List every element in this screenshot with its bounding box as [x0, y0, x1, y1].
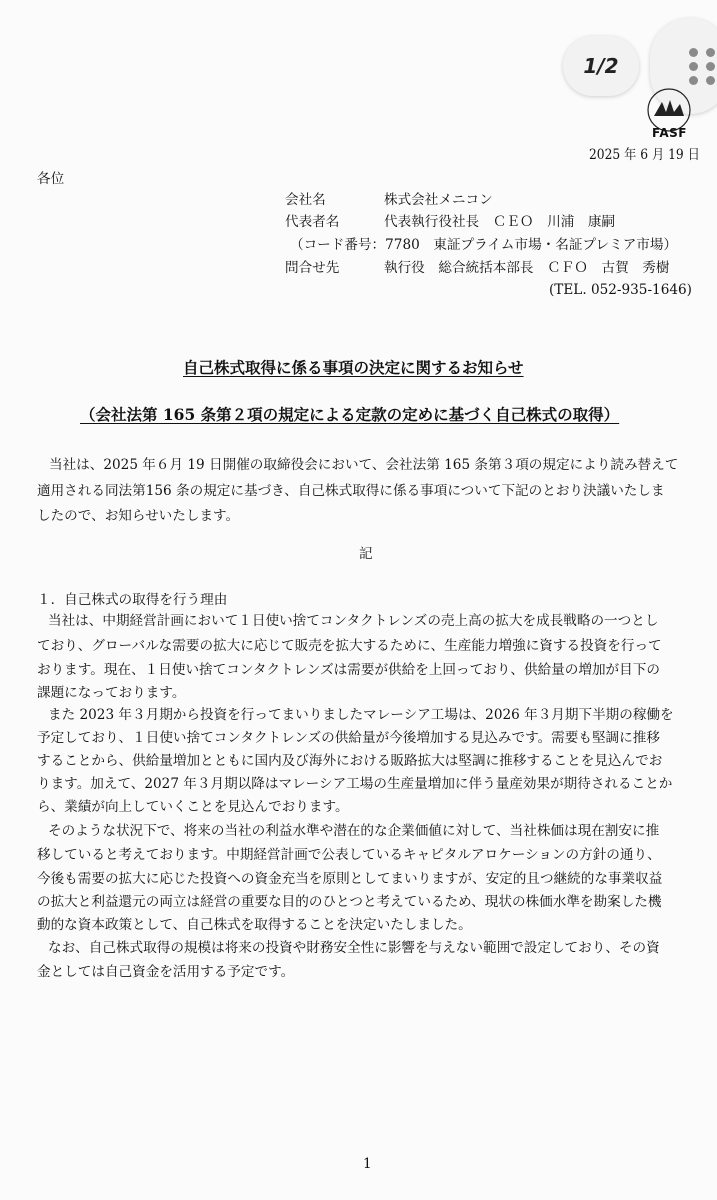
stock-code-line: （コード番号：7780 東証プライム市場・名証プレミア市場） — [290, 237, 678, 253]
contact-label: 問合せ先 — [285, 260, 340, 276]
addressee: 各位 — [37, 171, 65, 187]
section-1-line-11: 移していると考えております。中期経営計画で公表しているキャピタルアロケーションの方針の通り、 — [37, 847, 661, 863]
page-indicator[interactable] — [563, 36, 639, 96]
intro-line-3: したので、お知らせいたします。 — [37, 508, 240, 524]
section-1-line-7: することから、供給量増加とともに国内及び海外における販路拡大は堅調に推移することを見込んでお — [37, 753, 663, 769]
contact-tel: (TEL. 052-935-1646) — [549, 282, 692, 298]
contact-value: 執行役 総合統括本部長 ＣＦＯ 古賀 秀樹 — [384, 260, 670, 276]
section-1-line-4: 課題になっております。 — [37, 685, 186, 701]
section-1-line-9: ら、業績が向上していくことを見込んでおります。 — [37, 799, 349, 815]
section-1-line-3: おります。現在、１日使い捨てコンタクトレンズは需要が供給を上回っており、供給量の増加が目下の — [37, 662, 660, 678]
representative-label: 代表者名 — [285, 214, 340, 230]
section-1-line-13: の拡大と利益還元の両立は経営の重要な目的のひとつと考えているため、現状の株価水準を勘案した機 — [37, 894, 662, 910]
page-number: 1 — [363, 1156, 372, 1172]
intro-line-1: 当社は、2025 年６月 19 日開催の取締役会において、会社法第 165 条第３項の規定により読み替えて — [49, 457, 679, 473]
document-date: 2025 年 6 月 19 日 — [589, 147, 700, 163]
section-1-line-14: 動的な資本政策として、自己株式を取得することを決定いたしました。 — [37, 917, 472, 933]
representative-value: 代表執行役社長 ＣＥＯ 川浦 康嗣 — [384, 214, 616, 230]
page-indicator-text: 1/2 — [583, 54, 619, 78]
section-1-heading: １．自己株式の取得を行う理由 — [37, 592, 228, 608]
intro-line-2: 適用される同法第156 条の規定に基づき、自己株式取得に係る事項について下記のとおり決議いたしま — [37, 483, 665, 499]
section-1-line-6: 予定しており、１日使い捨てコンタクトレンズの供給量が今後増加する見込みです。需要も堅調に推移 — [37, 730, 660, 746]
section-1-line-10: そのような状況下で、将来の当社の利益水準や潜在的な企業価値に対して、当社株価は現在割安に推 — [48, 823, 660, 839]
section-1-line-12: 今後も需要の拡大に応じた投資への資金充当を原則としてまいりますが、安定的且つ継続的な事業収益 — [37, 871, 663, 887]
section-1-line-15: なお、自己株式取得の規模は将来の投資や財務安全性に影響を与えない範囲で設定しており、その資 — [48, 940, 660, 956]
document-subtitle: （会社法第 165 条第２項の規定による定款の定めに基づく自己株式の取得） — [80, 405, 620, 424]
ki-marker: 記 — [359, 546, 373, 562]
section-1-line-1: 当社は、中期経営計画において１日使い捨てコンタクトレンズの売上高の拡大を成長戦略の一つとし — [48, 613, 659, 629]
logo-label: FASF — [652, 126, 687, 140]
grip-dots-icon — [689, 48, 717, 86]
section-1-line-5: また 2023 年３月期から投資を行ってまいりましたマレーシア工場は、2026 年３月期下半期の稼働を — [48, 707, 674, 723]
section-1-line-2: ており、グローバルな需要の拡大に応じて販売を拡大するために、生産能力増強に資する投資を行って — [37, 638, 662, 654]
section-1-line-16: 金としては自己資金を活用する予定です。 — [37, 964, 295, 980]
document-title: 自己株式取得に係る事項の決定に関するお知らせ — [183, 358, 524, 377]
company-label: 会社名 — [285, 192, 326, 208]
company-value: 株式会社メニコン — [384, 192, 493, 208]
section-1-line-8: ります。加えて、2027 年３月期以降はマレーシア工場の生産量増加に伴う量産効果が期待されることか — [37, 776, 673, 792]
